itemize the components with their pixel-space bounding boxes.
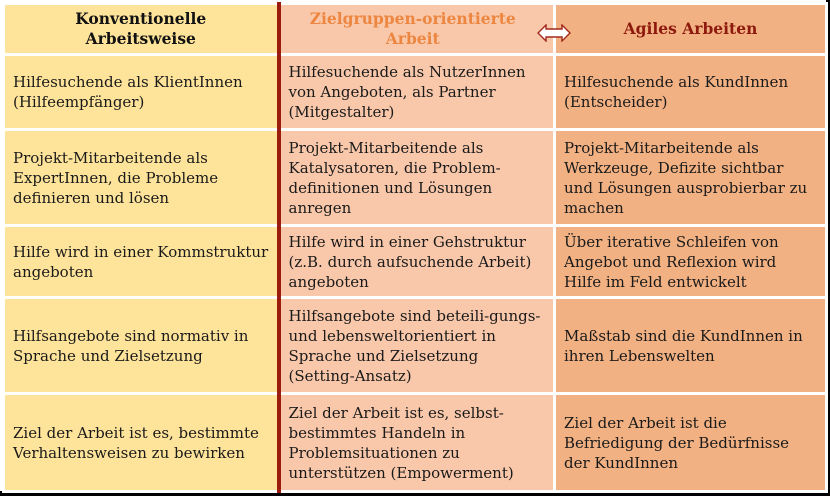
- cell-konventionell: Ziel der Arbeit ist es, bestimmte Verhaltensweisen zu bewirken: [4, 394, 279, 492]
- cell-zielgruppen: Hilfsangebote sind beteili-gungs- und lebensweltorientiert in Sprache und Zielsetzung (Setting-Ansatz): [279, 298, 555, 394]
- cell-konventionell: Hilfsangebote sind normativ in Sprache und Zielsetzung: [4, 298, 279, 394]
- cell-zielgruppen: Projekt-Mitarbeitende als Katalysatoren, die Problem-definitionen und Lösungen anregen: [279, 130, 555, 226]
- cell-agil: Ziel der Arbeit ist die Befriedigung der Bedürfnisse der KundInnen: [555, 394, 827, 492]
- cell-agil: Projekt-Mitarbeitende als Werkzeuge, Defizite sichtbar und Lösungen ausprobierbar zu machen: [555, 130, 827, 226]
- cell-agil: Maßstab sind die KundInnen in ihren Lebenswelten: [555, 298, 827, 394]
- header-line: Konventionelle: [75, 9, 207, 28]
- header-line: Arbeit: [385, 29, 440, 48]
- header-zielgruppen: [279, 4, 555, 55]
- header-agil: [555, 4, 827, 55]
- table-row: [4, 394, 827, 492]
- header-row: [4, 4, 827, 55]
- cell-konventionell: Hilfe wird in einer Kommstruktur angeboten: [4, 226, 279, 298]
- table-row: [4, 55, 827, 130]
- cell-konventionell: Projekt-Mitarbeitende als ExpertInnen, die Probleme definieren und lösen: [4, 130, 279, 226]
- cell-zielgruppen: Hilfe wird in einer Gehstruktur (z.B. durch aufsuchende Arbeit) angeboten: [279, 226, 555, 298]
- header-line: Arbeitsweise: [85, 29, 196, 48]
- cell-zielgruppen: Ziel der Arbeit ist es, selbst-bestimmtes Handeln in Problemsituationen zu unterstützen (Empowerment): [279, 394, 555, 492]
- header-line: Zielgruppen-orientierte: [309, 9, 516, 28]
- table-row: [4, 130, 827, 226]
- cell-zielgruppen: Hilfesuchende als NutzerInnen von Angeboten, als Partner (Mitgestalter): [279, 55, 555, 130]
- comparison-table: [2, 2, 828, 493]
- cell-agil: Über iterative Schleifen von Angebot und Reflexion wird Hilfe im Feld entwickelt: [555, 226, 827, 298]
- cell-konventionell: Hilfesuchende als KlientInnen (Hilfeempfänger): [4, 55, 279, 130]
- table-row: [4, 298, 827, 394]
- double-arrow-icon: [537, 24, 571, 42]
- table-row: [4, 226, 827, 298]
- header-konventionell: [4, 4, 279, 55]
- cell-agil: Hilfesuchende als KundInnen (Entscheider): [555, 55, 827, 130]
- header-line: Agiles Arbeiten: [623, 19, 758, 38]
